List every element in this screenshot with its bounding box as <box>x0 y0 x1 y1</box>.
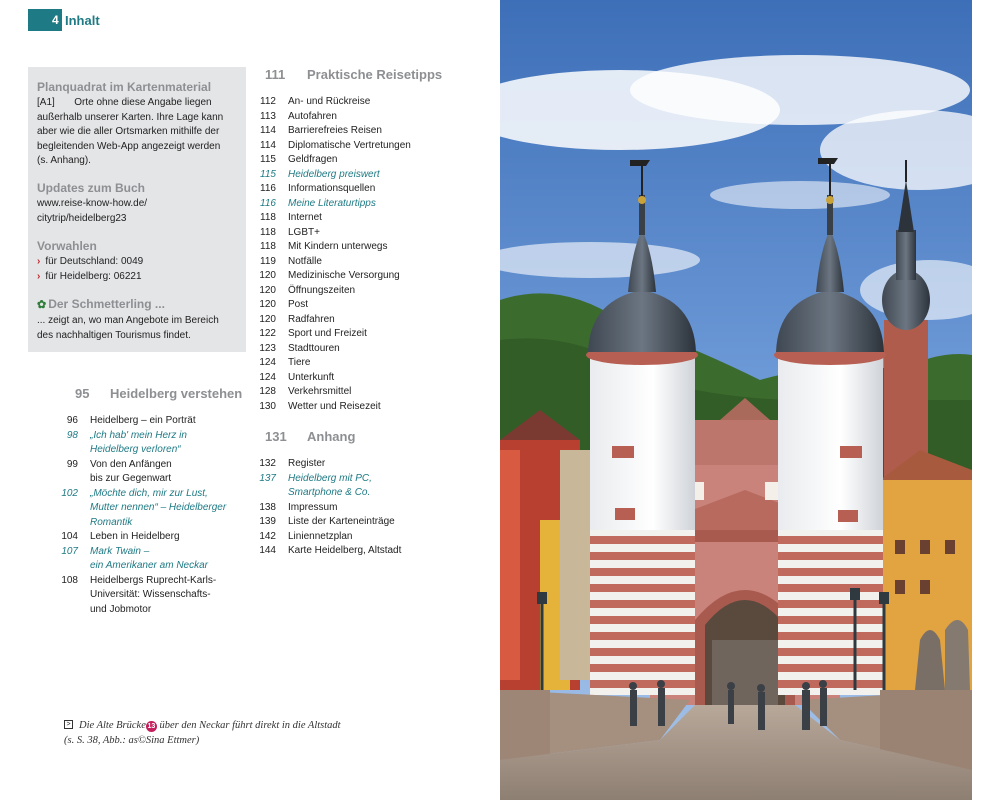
toc-entry-title: Meine Literaturtipps <box>288 197 376 209</box>
toc-list-anhang <box>250 457 450 559</box>
toc-entry-title: Verkehrsmittel <box>288 386 352 397</box>
toc-entry[interactable] <box>250 472 450 501</box>
toc-entry[interactable] <box>250 371 450 386</box>
toc-entry[interactable] <box>250 400 450 415</box>
photo-caption <box>64 718 464 733</box>
schmetterling-title: Der Schmetterling ... <box>48 297 165 311</box>
toc-entry-title: Leben in Heidelberg <box>90 531 180 542</box>
updates-title: Updates zum Buch <box>37 181 146 195</box>
toc-entry-title: Wetter und Reisezeit <box>288 400 381 412</box>
toc-entry[interactable] <box>250 385 450 400</box>
toc-page-number: 118 <box>260 241 276 252</box>
toc-entry-title: Post <box>288 299 309 310</box>
toc-entry[interactable] <box>250 515 450 530</box>
toc-page-number: 120 <box>259 313 276 325</box>
toc-page-number: 144 <box>259 545 276 556</box>
planquadrat-line: außerhalb unserer Karten. Ihre Lage kann <box>37 111 224 123</box>
toc-page-number: 104 <box>61 531 78 542</box>
toc-entry-title: Barrierefreies Reisen <box>288 125 382 136</box>
schmetterling-line: ... zeigt an, wo man Angebote im Bereich <box>37 315 219 326</box>
toc-page-number: 138 <box>259 501 276 513</box>
toc-page-number: 118 <box>260 212 276 223</box>
toc-entry[interactable] <box>250 327 450 342</box>
toc-page-number: 116 <box>260 183 276 194</box>
toc-entry-title: Karte Heidelberg, Altstadt <box>288 545 402 556</box>
toc-page-number: 114 <box>260 125 276 136</box>
toc-entry-title: Stadttouren <box>288 342 340 354</box>
toc-page-number: 120 <box>259 270 276 281</box>
toc-page-number: 118 <box>260 226 276 238</box>
planquadrat-title: Planquadrat im Kartenmaterial <box>37 80 212 94</box>
toc-entry-title: Geldfragen <box>288 154 338 165</box>
toc-entry[interactable] <box>250 269 450 284</box>
schmetterling-line: des nachhaltigen Tourismus findet. <box>37 329 191 341</box>
toc-entry[interactable] <box>250 457 450 472</box>
toc-page-number: 120 <box>259 299 276 310</box>
toc-page-number: 113 <box>260 110 276 122</box>
toc-entry-title: Mark Twain – ein Amerikaner am Neckar <box>90 545 209 571</box>
toc-entry[interactable] <box>52 414 252 429</box>
planquadrat-line: begleitenden Web-App angezeigt werden <box>37 140 221 152</box>
toc-entry-title: Heidelberg mit PC, Smartphone & Co. <box>288 472 372 498</box>
chevron-right-icon: › <box>37 256 41 267</box>
toc-entry[interactable] <box>250 298 450 313</box>
toc-entry[interactable] <box>52 574 252 618</box>
toc-entry[interactable] <box>250 168 450 183</box>
toc-entry[interactable] <box>250 240 450 255</box>
toc-page-number: 112 <box>260 96 276 107</box>
vorwahl-hd: für Heidelberg: 06221 <box>45 270 142 282</box>
toc-page-number: 116 <box>260 197 276 209</box>
toc-entry-title: Sport und Freizeit <box>288 328 367 339</box>
planquadrat-section <box>37 79 223 169</box>
toc-page-number: 98 <box>66 429 78 441</box>
toc-entry[interactable] <box>52 530 252 545</box>
planquadrat-line: aber wie die aller Ortsmarken mithilfe der <box>37 126 220 137</box>
toc-list-verstehen <box>52 414 252 617</box>
toc-page-number: 115 <box>260 154 276 165</box>
vorwahlen-item <box>37 270 143 285</box>
toc-entry-title: „Ich hab' mein Herz in Heidelberg verloren“ <box>90 429 187 455</box>
updates-section <box>37 180 147 226</box>
vorwahlen-title: Vorwahlen <box>37 239 97 253</box>
toc-page-number: 96 <box>66 415 78 426</box>
toc-page-number: 137 <box>259 472 276 484</box>
toc-entry[interactable] <box>250 284 450 299</box>
toc-section-title: Heidelberg verstehen <box>110 386 243 401</box>
toc-entry-title: Internet <box>288 212 322 223</box>
toc-page-number: 120 <box>259 284 276 296</box>
toc-entry[interactable] <box>250 153 450 168</box>
toc-entry[interactable] <box>250 124 450 139</box>
toc-entry-title: „Möchte dich, mir zur Lust, Mutter nennen“ – Heidelberger Romantik <box>90 487 227 528</box>
toc-entry-title: Heidelberg – ein Porträt <box>90 415 196 426</box>
toc-section-title: Anhang <box>307 429 356 444</box>
toc-entry-title: An- und Rückreise <box>288 96 371 107</box>
toc-entry[interactable] <box>52 429 252 458</box>
toc-entry[interactable] <box>250 544 450 559</box>
toc-section-number: 131 <box>265 429 287 444</box>
toc-page-number: 99 <box>66 458 78 470</box>
toc-entry-title: Notfälle <box>288 255 322 267</box>
butterfly-icon: ✿ <box>37 299 47 311</box>
updates-url-line[interactable]: www.reise-know-how.de/ <box>37 198 148 209</box>
toc-page-number: 132 <box>259 458 276 469</box>
toc-entry-title: Liniennetzplan <box>288 530 353 542</box>
page-title: Inhalt <box>65 13 100 28</box>
toc-entry[interactable] <box>250 211 450 226</box>
toc-entry[interactable] <box>52 487 252 531</box>
toc-page-number: 124 <box>259 371 276 383</box>
toc-entry[interactable] <box>250 110 450 125</box>
page-number: 4 <box>52 13 59 27</box>
toc-entry-title: Heidelberg preiswert <box>288 168 380 180</box>
vorwahl-de: für Deutschland: 0049 <box>45 256 144 267</box>
toc-entry-title: Von den Anfängen bis zur Gegenwart <box>90 458 172 484</box>
toc-entry[interactable] <box>250 197 450 212</box>
toc-entry[interactable] <box>250 501 450 516</box>
photo-credit: (s. S. 38, Abb.: as©Sina Ettmer) <box>64 735 200 746</box>
toc-entry[interactable] <box>250 95 450 110</box>
page-edge <box>972 0 1000 800</box>
toc-entry[interactable] <box>250 530 450 545</box>
vorwahlen-section <box>37 238 143 284</box>
toc-page-number: 130 <box>259 400 276 412</box>
photo-alte-bruecke <box>500 0 972 800</box>
toc-entry-title: Informationsquellen <box>288 183 376 194</box>
toc-entry-title: Mit Kindern unterwegs <box>288 241 388 252</box>
toc-entry[interactable] <box>52 458 252 487</box>
toc-entry[interactable] <box>250 182 450 197</box>
toc-entry-title: Tiere <box>288 357 311 368</box>
toc-page-number: 108 <box>61 574 78 586</box>
caption-text: Die Alte Brücke <box>79 720 146 731</box>
planquadrat-line: (s. Anhang). <box>37 155 91 166</box>
toc-page-number: 119 <box>260 255 276 267</box>
toc-entry[interactable] <box>250 342 450 357</box>
toc-entry-title: Öffnungszeiten <box>288 284 356 296</box>
vorwahlen-item <box>37 255 143 270</box>
toc-page-number: 123 <box>259 342 276 354</box>
toc-section-number: 111 <box>265 67 286 82</box>
toc-page-number: 124 <box>259 357 276 368</box>
toc-page-number: 107 <box>61 545 78 557</box>
toc-page-number: 102 <box>61 487 78 499</box>
toc-section-title: Praktische Reisetipps <box>307 67 443 82</box>
photo-ref-icon: > <box>64 720 73 729</box>
toc-entry-title: Medizinische Versorgung <box>288 270 400 281</box>
toc-entry[interactable] <box>250 139 450 154</box>
toc-entry-title: Radfahren <box>288 313 335 325</box>
toc-page-number: 122 <box>259 328 276 339</box>
toc-page-number: 128 <box>259 386 276 397</box>
chevron-right-icon: › <box>37 270 41 282</box>
toc-entry[interactable] <box>250 226 450 241</box>
toc-page-number: 142 <box>259 530 276 542</box>
toc-list-praktisch <box>250 95 450 414</box>
toc-entry-title: LGBT+ <box>288 226 320 238</box>
toc-entry-title: Impressum <box>288 501 338 513</box>
toc-entry-title: Register <box>288 458 326 469</box>
schmetterling-section <box>37 296 219 343</box>
toc-entry[interactable] <box>250 356 450 371</box>
planquadrat-line: [A1] Orte ohne diese Angabe liegen <box>37 97 212 108</box>
toc-page-number: 115 <box>260 168 276 180</box>
toc-entry[interactable] <box>250 313 450 328</box>
toc-entry-title: Autofahren <box>288 110 337 122</box>
toc-page-number: 139 <box>259 516 276 527</box>
toc-entry[interactable] <box>250 255 450 270</box>
toc-entry-title: Unterkunft <box>288 371 335 383</box>
toc-entry[interactable] <box>52 545 252 574</box>
caption-text: über den Neckar führt direkt in die Altstadt <box>156 720 341 731</box>
toc-page-number: 114 <box>260 139 276 151</box>
toc-entry-title: Diplomatische Vertretungen <box>288 139 411 151</box>
toc-section-number: 95 <box>75 386 90 401</box>
bridge-gate-illustration <box>500 0 972 800</box>
toc-entry-title: Liste der Karteneinträge <box>288 516 395 527</box>
map-marker-badge: 13 <box>147 723 156 730</box>
updates-url-line[interactable]: citytrip/heidelberg23 <box>37 212 127 224</box>
toc-entry-title: Heidelbergs Ruprecht-Karls- Universität: Wissenschafts- und Jobmotor <box>90 574 217 615</box>
